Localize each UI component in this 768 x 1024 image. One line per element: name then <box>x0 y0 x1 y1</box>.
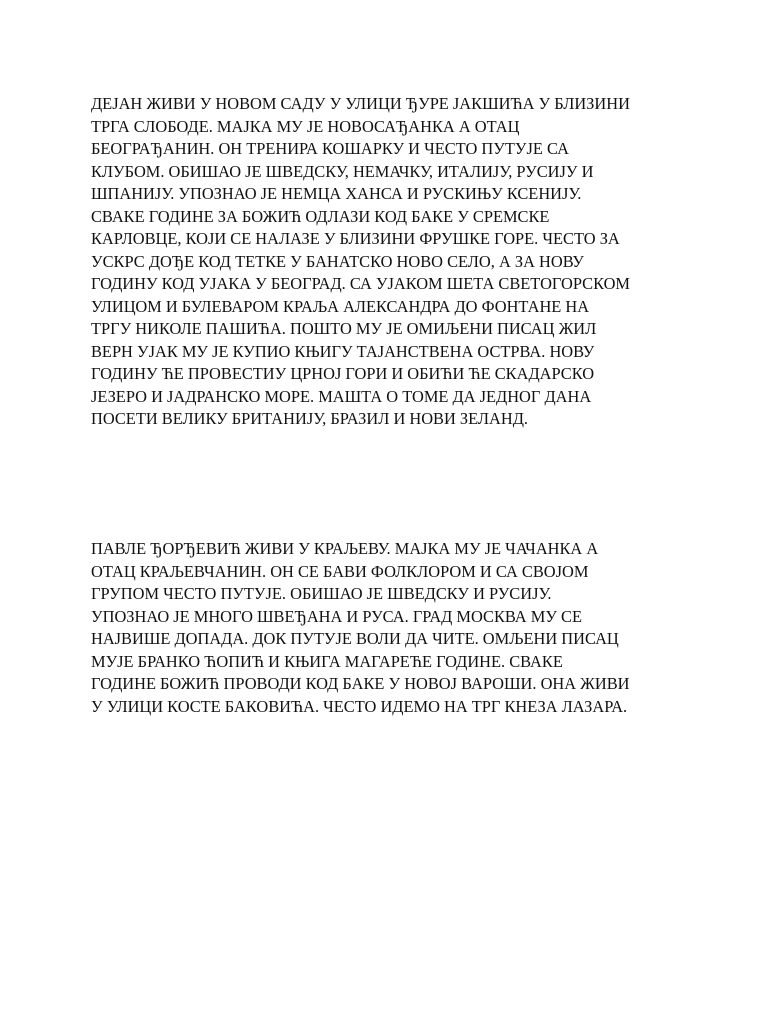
text-line: ВЕРН УЈАК МУ ЈЕ КУПИО КЊИГУ ТАЈАНСТВЕНА ОСТРВА. НОВУ <box>91 341 595 361</box>
text-line: ЈЕЗЕРО И ЈАДРАНСКО МОРЕ. МАШТА О ТОМЕ ДА ЈЕДНОГ ДАНА <box>91 386 592 406</box>
text-line: КЛУБОМ. ОБИШАО ЈЕ ШВЕДСКУ, НЕМАЧКУ, ИТАЛИЈУ, РУСИЈУ И <box>91 161 594 181</box>
text-line: ТРГУ НИКОЛЕ ПАШИЋА. ПОШТО МУ ЈЕ ОМИЉЕНИ ПИСАЦ ЖИЛ <box>91 319 597 338</box>
text-line: ШПАНИЈУ. УПОЗНАО ЈЕ НЕМЦА ХАНСА И РУСКИЊУ КСЕНИЈУ. <box>91 184 582 203</box>
text-line: МУЈЕ БРАНКО ЋОПИЋ И КЊИГА МАГАРЕЋЕ ГОДИНЕ. СВАКЕ <box>91 651 563 671</box>
text-line: СВАКЕ ГОДИНЕ ЗА БОЖИЋ ОДЛАЗИ КОД БАКЕ У СРЕМСКЕ <box>91 206 550 226</box>
text-line: ПОСЕТИ ВЕЛИКУ БРИТАНИЈУ, БРАЗИЛ И НОВИ ЗЕЛАНД. <box>91 409 528 428</box>
text-line: ДЕЈАН ЖИВИ У НОВОМ САДУ У УЛИЦИ ЂУРЕ ЈАКШИЋА У БЛИЗИНИ <box>91 94 630 113</box>
paragraph-dejan <box>91 93 630 431</box>
text-line: ГОДИНЕ БОЖИЋ ПРОВОДИ КОД БАКЕ У НОВОЈ ВАРОШИ. ОНА ЖИВИ <box>91 674 630 693</box>
text-line: ОТАЦ КРАЉЕВЧАНИН. ОН СЕ БАВИ ФОЛКЛОРОМ И СА СВОЈОМ <box>91 561 589 581</box>
text-line: ТРГА СЛОБОДЕ. МАЈКА МУ ЈЕ НОВОСАЂАНКА А ОТАЦ <box>91 116 520 136</box>
text-line: ГОДИНУ ЋЕ ПРОВЕСТИУ ЦРНОЈ ГОРИ И ОБИЋИ ЋЕ СКАДАРСКО <box>91 364 595 383</box>
text-line: КАРЛОВЦЕ, КОЈИ СЕ НАЛАЗЕ У БЛИЗИНИ ФРУШКЕ ГОРЕ. ЧЕСТО ЗА <box>91 229 620 248</box>
text-line: УСКРС ДОЂЕ КОД ТЕТКЕ У БАНАТСКО НОВО СЕЛО, А ЗА НОВУ <box>91 251 584 271</box>
text-line: ГОДИНУ КОД УЈАКА У БЕОГРАД. СА УЈАКОМ ШЕТА СВЕТОГОРСКОМ <box>91 274 630 293</box>
text-line: БЕОГРАЂАНИН. ОН ТРЕНИРА КОШАРКУ И ЧЕСТО ПУТУЈЕ СА <box>91 139 569 158</box>
text-line: УПОЗНАО ЈЕ МНОГО ШВЕЂАНА И РУСА. ГРАД МОСКВА МУ СЕ <box>91 606 582 626</box>
text-line: ГРУПОМ ЧЕСТО ПУТУЈЕ. ОБИШАО ЈЕ ШВЕДСКУ И РУСИЈУ. <box>91 584 552 603</box>
text-line: У УЛИЦИ КОСТЕ БАКОВИЋА. ЧЕСТО ИДЕМО НА ТРГ КНЕЗА ЛАЗАРА. <box>91 696 628 716</box>
text-line: УЛИЦОМ И БУЛЕВАРОМ КРАЉА АЛЕКСАНДРА ДО ФОНТАНЕ НА <box>91 296 590 316</box>
text-line: ПАВЛЕ ЂОРЂЕВИЋ ЖИВИ У КРАЉЕВУ. МАЈКА МУ ЈЕ ЧАЧАНКА А <box>91 539 599 558</box>
text-line: НАЈВИШЕ ДОПАДА. ДОК ПУТУЈЕ ВОЛИ ДА ЧИТЕ. ОМЉЕНИ ПИСАЦ <box>91 629 619 648</box>
paragraph-pavle <box>91 538 629 718</box>
